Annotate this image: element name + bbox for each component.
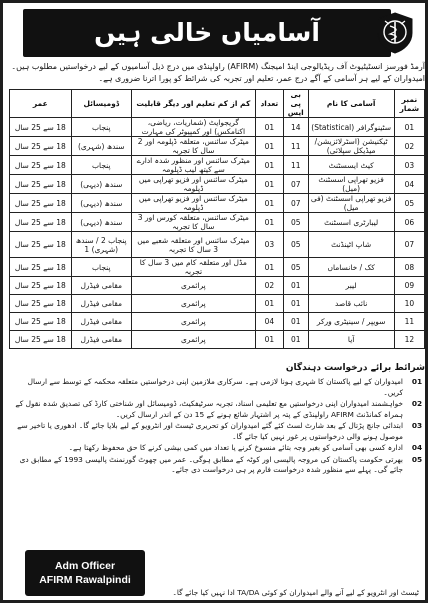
closing-note: ٹیسٹ اور انٹرویو کے لیے آنے والے امیدواران کو کوئی TA/DA ادا نہیں کیا جائے گا۔ [172,588,419,597]
condition-number: 02 [411,399,423,408]
cell-domicile: مقامی فیڈرل [71,313,131,331]
condition-number: 03 [411,421,423,430]
cell-domicile: سندھ (دیہی) [71,194,131,213]
cell-serial: 08 [394,258,424,277]
header-age: عمر [10,90,72,118]
cell-count: 01 [255,295,283,313]
page-title: آسامیاں خالی ہیں [94,18,320,47]
cell-age: 18 سے 25 سال [10,213,72,232]
cell-age: 18 سے 25 سال [10,331,72,349]
header-qualification: کم از کم تعلیم اور دیگر قابلیت [131,90,255,118]
cell-domicile: پنجاب [71,258,131,277]
emblem-logo-icon [373,9,417,57]
cell-bps: 11 [283,156,308,175]
table-row [10,295,425,313]
cell-serial: 01 [394,118,424,137]
cell-bps: 01 [283,331,308,349]
emblem-shield-icon [375,11,415,55]
cell-qualification: مڈل اور متعلقہ کام میں 3 سال کا تجربہ [131,258,255,277]
cell-count: 01 [255,137,283,156]
cell-qualification: میٹرک سائنس، متعلقہ ڈپلومہ اور 2 سال کا تجربہ [131,137,255,156]
cell-count: 01 [255,175,283,194]
cell-post: لیبر [308,277,394,295]
cell-post: فزیو تھراپی اسسٹنٹ (میل) [308,175,394,194]
cell-post: فزیو تھراپی اسسٹنٹ (فی میل) [308,194,394,213]
cell-count: 03 [255,232,283,258]
condition-number: 04 [411,443,423,452]
cell-domicile: پنجاب [71,156,131,175]
signature-stamp [25,550,145,596]
cell-age: 18 سے 25 سال [10,232,72,258]
condition-text: ادارہ کسی بھی آسامی کو بغیر وجہ بتائے منسوخ کرنے یا تعداد میں کمی بیشی کرنے کا حق محفوظ رکھتا ہے۔ [68,443,403,452]
table-row [10,118,425,137]
cell-domicile: سندھ (دیہی) [71,175,131,194]
cell-count: 01 [255,258,283,277]
cell-serial: 06 [394,213,424,232]
cell-post: ٹیکنیشن (اسٹرلائزیشن/میڈیکل سپلائی) [308,137,394,156]
cell-age: 18 سے 25 سال [10,277,72,295]
conditions-title: شرائط برائے درخواست دہندگان [285,363,425,373]
cell-domicile: مقامی فیڈرل [71,295,131,313]
cell-count: 01 [255,156,283,175]
cell-count: 02 [255,277,283,295]
cell-domicile: مقامی فیڈرل [71,331,131,349]
cell-count: 04 [255,313,283,331]
cell-bps: 05 [283,232,308,258]
cell-domicile: پنجاب 2 / سندھ (شہری) 1 [71,232,131,258]
cell-serial: 12 [394,331,424,349]
cell-age: 18 سے 25 سال [10,175,72,194]
cell-qualification: پرائمری [131,331,255,349]
table-header-row [10,90,425,118]
cell-bps: 01 [283,277,308,295]
cell-age: 18 سے 25 سال [10,156,72,175]
cell-serial: 02 [394,137,424,156]
cell-domicile: مقامی فیڈرل [71,277,131,295]
cell-post: لیبارٹری اسسٹنٹ [308,213,394,232]
header-serial: نمبر شمار [394,90,424,118]
header-bps: بی پی ایس [283,90,308,118]
vacancy-table [9,89,425,349]
cell-count: 01 [255,331,283,349]
cell-bps: 07 [283,175,308,194]
condition-item [9,377,425,398]
cell-count: 01 [255,213,283,232]
table-row [10,331,425,349]
cell-serial: 09 [394,277,424,295]
header-post: آسامی کا نام [308,90,394,118]
cell-qualification: پرائمری [131,277,255,295]
cell-post: کیٹ ایسسٹنٹ [308,156,394,175]
intro-text: آرمڈ فورسز انسٹیٹیوٹ آف ریڈیالوجی اینڈ امیجنگ (AFIRM) راولپنڈی میں درج ذیل آسامیوں کے لیے درخواستیں مطلوب ہیں۔ امیدواران کے لیے ہر آسامی کے آگے درج عمر، تعلیم اور تجربہ کی شرائط کو پورا اترنا ضروری ہے۔ [11,62,425,83]
cell-age: 18 سے 25 سال [10,295,72,313]
header-banner [23,9,391,57]
cell-bps: 07 [283,194,308,213]
cell-post: سٹینوگرافر (Statistical) [308,118,394,137]
cell-post: آیا [308,331,394,349]
cell-bps: 05 [283,258,308,277]
cell-qualification: گریجوایٹ (شماریات، ریاضی، اکنامکس) اور کمپیوٹر کی مہارت [131,118,255,137]
condition-text: خواہشمند امیدواران اپنی درخواستیں مع تعلیمی اسناد، تجربہ سرٹیفکیٹ، ڈومیسائل اور شناختی کارڈ کی تصدیق شدہ نقول کے ہمراہ کمانڈنٹ AFIRM راولپنڈی کے پتہ پر اشتہار شائع ہونے کے 15 دن کے اندر ارسال کریں۔ [15,399,403,419]
table-row [10,194,425,213]
cell-age: 18 سے 25 سال [10,137,72,156]
cell-serial: 10 [394,295,424,313]
cell-qualification: میٹرک سائنس، متعلقہ کورس اور 3 سال کا تجربہ [131,213,255,232]
condition-item [9,455,425,476]
cell-qualification: پرائمری [131,295,255,313]
table-row [10,258,425,277]
table-row [10,232,425,258]
condition-text: ابتدائی جانچ پڑتال کے بعد شارٹ لسٹ کئے گئے امیدواران کو تحریری ٹیسٹ اور انٹرویو کے لیے بلایا جائے گا۔ ادھوری یا تاخیر سے موصول ہونے والی درخواستوں پر غور نہیں کیا جائے گا۔ [17,421,403,441]
cell-bps: 01 [283,295,308,313]
cell-bps: 14 [283,118,308,137]
cell-bps: 11 [283,137,308,156]
header-domicile: ڈومیسائل [71,90,131,118]
cell-qualification: میٹرک سائنس اور فزیو تھراپی میں ڈپلومہ [131,175,255,194]
cell-age: 18 سے 25 سال [10,194,72,213]
cell-count: 01 [255,118,283,137]
table-row [10,175,425,194]
cell-post: نائب قاصد [308,295,394,313]
cell-domicile: سندھ (دیہی) [71,213,131,232]
header-count: تعداد [255,90,283,118]
cell-qualification: پرائمری [131,313,255,331]
cell-qualification: میٹرک سائنس اور منظور شدہ ادارے سے کیتھ لیب ڈپلومہ [131,156,255,175]
stamp-organization: AFIRM Rawalpindi [39,574,131,586]
cell-serial: 11 [394,313,424,331]
stamp-designation: Adm Officer [54,560,116,572]
cell-qualification: میٹرک سائنس اور متعلقہ شعبے میں 3 سال کا تجربہ [131,232,255,258]
cell-age: 18 سے 25 سال [10,313,72,331]
table-row [10,313,425,331]
condition-number: 05 [411,454,423,464]
cell-serial: 05 [394,194,424,213]
condition-item [9,443,425,454]
cell-post: شاپ اٹینڈنٹ [308,232,394,258]
cell-bps: 05 [283,213,308,232]
condition-number: 01 [411,377,423,386]
cell-serial: 07 [394,232,424,258]
cell-bps: 01 [283,313,308,331]
table-row [10,137,425,156]
table-row [10,277,425,295]
cell-count: 01 [255,194,283,213]
cell-domicile: پنجاب [71,118,131,137]
cell-qualification: میٹرک سائنس اور فزیو تھراپی میں ڈپلومہ [131,194,255,213]
condition-text: بھرتی حکومت پاکستان کی مروجہ پالیسی اور کوٹہ کے مطابق ہوگی۔ عمر میں چھوٹ گورنمنٹ پالیسی 1993 کے مطابق دی جائے گی۔ پہلے سے منظور شدہ درخواست فارم پر ہی درخواست دی جائے۔ [19,454,403,474]
cell-age: 18 سے 25 سال [10,258,72,277]
conditions-list [9,377,425,477]
cell-age: 18 سے 25 سال [10,118,72,137]
cell-serial: 04 [394,175,424,194]
condition-item [9,421,425,442]
table-row [10,156,425,175]
condition-item [9,399,425,420]
cell-serial: 03 [394,156,424,175]
cell-post: سویپر / سینیٹری ورکر [308,313,394,331]
cell-domicile: سندھ (شہری) [71,137,131,156]
condition-text: امیدواران کے لیے پاکستان کا شہری ہونا لازمی ہے۔ سرکاری ملازمین اپنی درخواستیں متعلقہ محکمہ کے توسط سے ارسال کریں۔ [27,377,403,397]
cell-post: کک / خانساماں [308,258,394,277]
table-row [10,213,425,232]
